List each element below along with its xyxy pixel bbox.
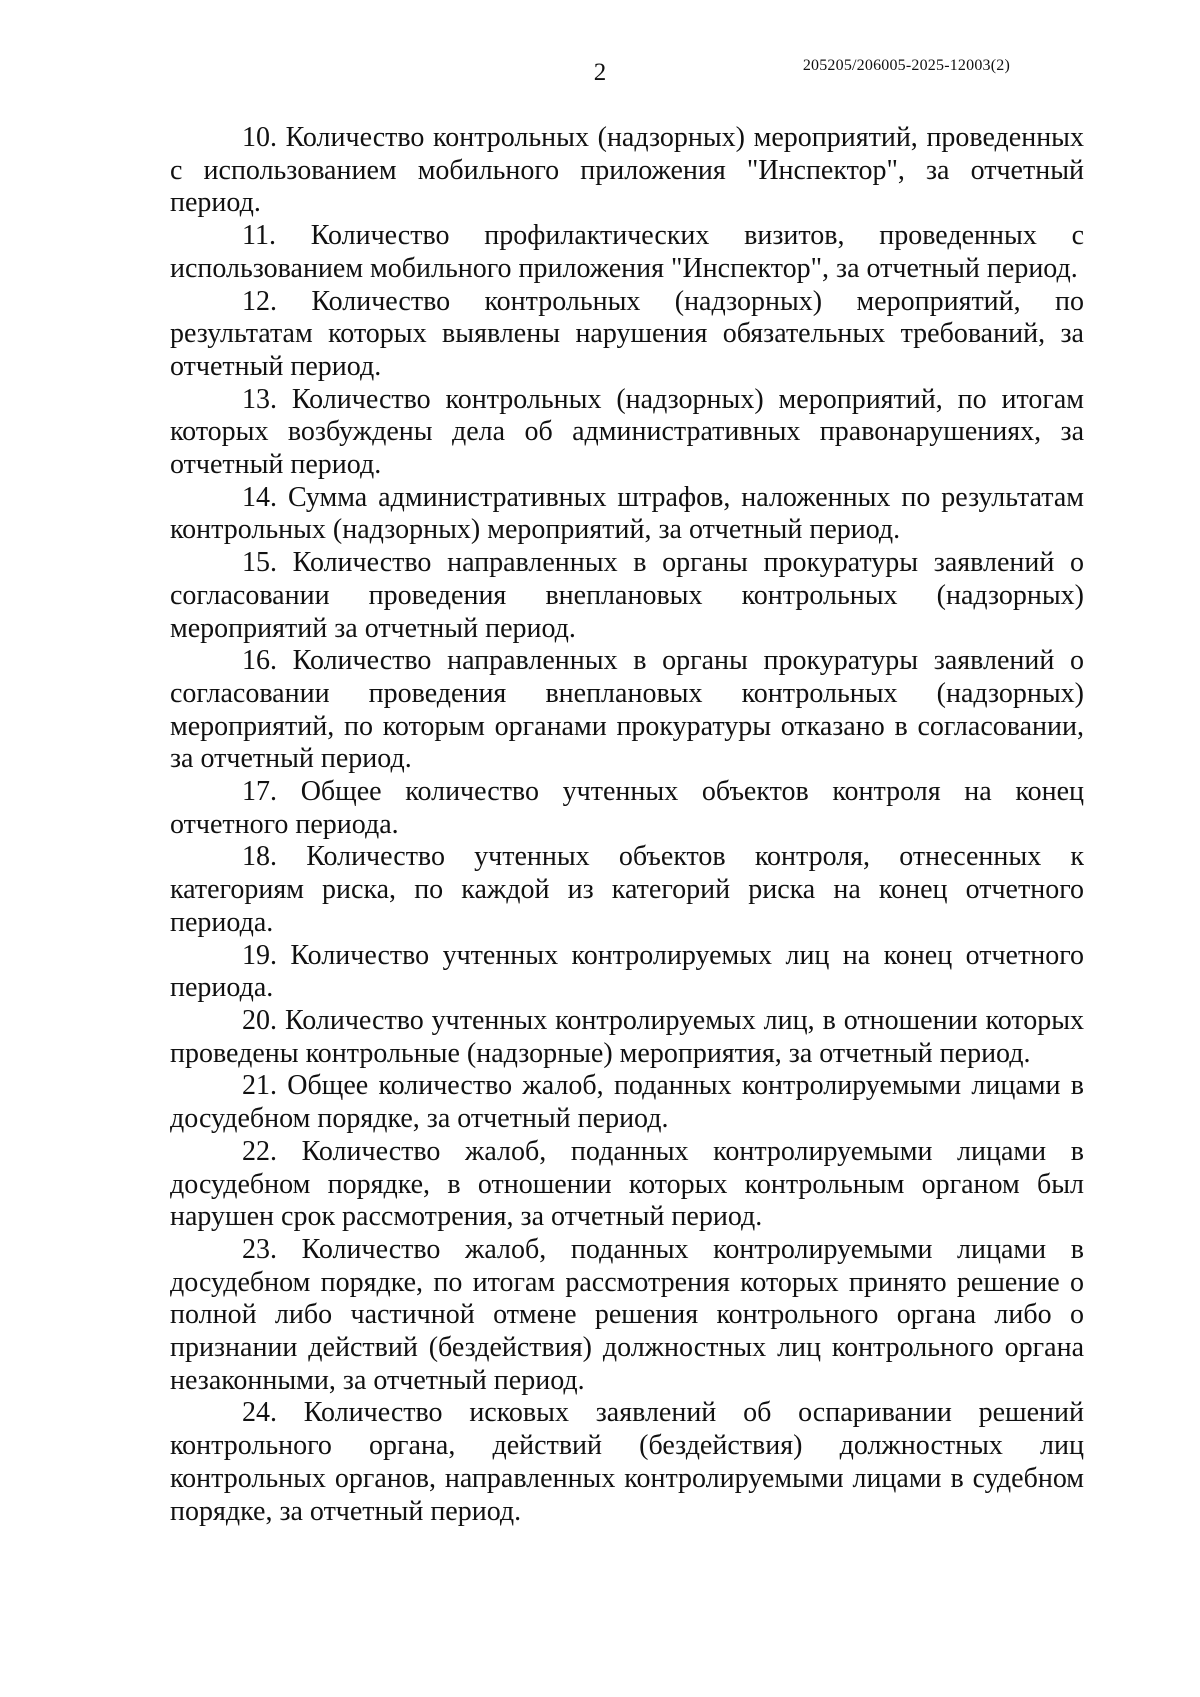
document-registration-code: 205205/206005-2025-12003(2) <box>802 57 1010 74</box>
list-item: 11. Количество профилактических визитов, проведенных с использованием мобильного приложения "Инспектор", за отчетный период. <box>170 220 1084 284</box>
list-item: 16. Количество направленных в органы прокуратуры заявлений о согласовании проведения внеплановых контрольных (надзорных) мероприятий, по которым органами прокуратуры отказано в согласовании, за отчетный период. <box>170 645 1084 775</box>
list-item: 22. Количество жалоб, поданных контролируемыми лицами в досудебном порядке, в отношении которых контрольным органом был нарушен срок рассмотрения, за отчетный период. <box>170 1135 1084 1233</box>
list-item: 12. Количество контрольных (надзорных) мероприятий, по результатам которых выявлены нарушения обязательных требований, за отчетный период. <box>170 285 1084 382</box>
list-item: 13. Количество контрольных (надзорных) мероприятий, по итогам которых возбуждены дела об административных правонарушениях, за отчетный период. <box>170 383 1084 481</box>
list-item: 21. Общее количество жалоб, поданных контролируемыми лицами в досудебном порядке, за отчетный период. <box>170 1070 1084 1135</box>
list-item: 15. Количество направленных в органы прокуратуры заявлений о согласовании проведения внеплановых контрольных (надзорных) мероприятий за отчетный период. <box>170 547 1084 644</box>
list-item: 23. Количество жалоб, поданных контролируемыми лицами в досудебном порядке, по итогам рассмотрения которых принято решение о полной либо частичной отмене решения контрольного органа либо о признании действий (бездействия) должностных лиц контрольного органа незаконными, за отчетный период. <box>170 1233 1084 1396</box>
document-body <box>170 122 1084 1528</box>
list-item: 20. Количество учтенных контролируемых лиц, в отношении которых проведены контрольные (надзорные) мероприятия, за отчетный период. <box>170 1004 1084 1069</box>
list-item: 24. Количество исковых заявлений об оспаривании решений контрольного органа, действий (бездействия) должностных лиц контрольных органов, направленных контролируемыми лицами в судебном порядке, за отчетный период. <box>170 1397 1084 1527</box>
page-number: 2 <box>593 59 607 86</box>
list-item: 19. Количество учтенных контролируемых лиц на конец отчетного периода. <box>170 939 1084 1004</box>
list-item: 14. Сумма административных штрафов, наложенных по результатам контрольных (надзорных) мероприятий, за отчетный период. <box>170 481 1084 546</box>
list-item: 18. Количество учтенных объектов контроля, отнесенных к категориям риска, по каждой из категорий риска на конец отчетного периода. <box>170 841 1084 938</box>
list-item: 17. Общее количество учтенных объектов контроля на конец отчетного периода. <box>170 776 1084 840</box>
list-item: 10. Количество контрольных (надзорных) мероприятий, проведенных с использованием мобильного приложения "Инспектор", за отчетный период. <box>170 122 1084 219</box>
